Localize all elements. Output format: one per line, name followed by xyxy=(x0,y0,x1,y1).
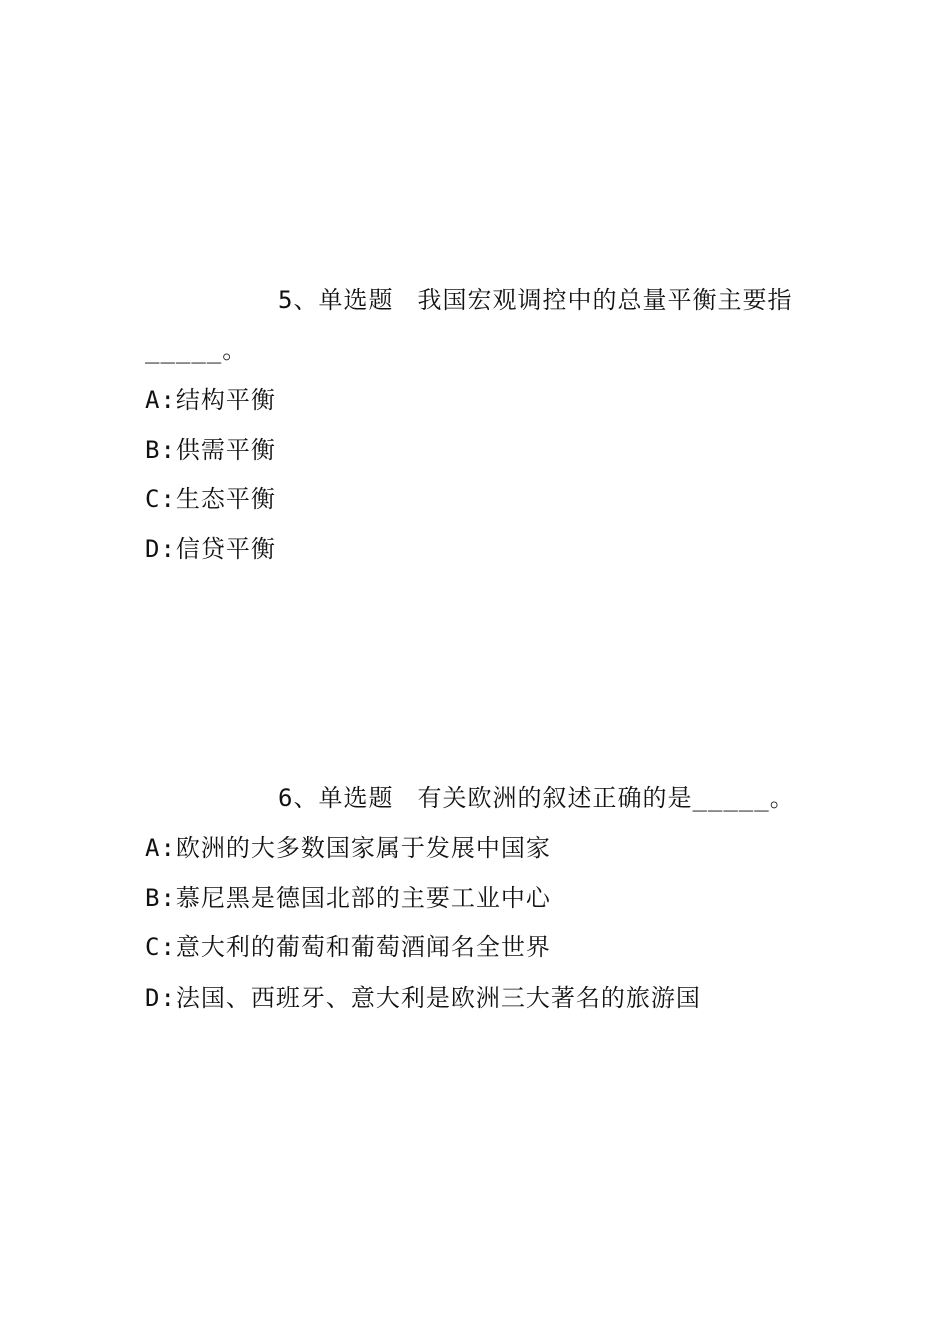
option-label: B: xyxy=(145,884,176,912)
option-a xyxy=(145,384,276,416)
option-text: 供需平衡 xyxy=(175,436,276,464)
question-header xyxy=(278,782,795,814)
option-label: D: xyxy=(145,984,176,1012)
option-b xyxy=(145,434,276,466)
option-c xyxy=(145,483,276,515)
option-b xyxy=(145,882,551,914)
option-text: 法国、西班牙、意大利是欧洲三大著名的旅游国 xyxy=(175,984,701,1012)
option-text: 结构平衡 xyxy=(175,386,276,414)
option-d xyxy=(145,982,701,1014)
option-label: A: xyxy=(145,834,176,862)
option-text: 欧洲的大多数国家属于发展中国家 xyxy=(175,834,551,862)
option-label: A: xyxy=(145,386,176,414)
option-text: 生态平衡 xyxy=(175,485,276,513)
question-stem-continuation: _____。 xyxy=(145,336,248,364)
option-label: D: xyxy=(145,535,176,563)
question-number: 5、 xyxy=(278,286,319,314)
option-label: B: xyxy=(145,436,176,464)
option-text: 信贷平衡 xyxy=(175,535,276,563)
question-type: 单选题 xyxy=(318,286,394,314)
option-text: 慕尼黑是德国北部的主要工业中心 xyxy=(175,884,551,912)
question-stem: 我国宏观调控中的总量平衡主要指 xyxy=(417,286,793,314)
option-d xyxy=(145,533,276,565)
option-text: 意大利的葡萄和葡萄酒闻名全世界 xyxy=(175,933,551,961)
option-label: C: xyxy=(145,933,176,961)
option-c xyxy=(145,931,551,963)
question-header xyxy=(278,284,792,316)
option-a xyxy=(145,832,551,864)
question-number: 6、 xyxy=(278,784,319,812)
option-label: C: xyxy=(145,485,176,513)
question-stem: 有关欧洲的叙述正确的是_____。 xyxy=(417,784,795,812)
question-type: 单选题 xyxy=(318,784,394,812)
